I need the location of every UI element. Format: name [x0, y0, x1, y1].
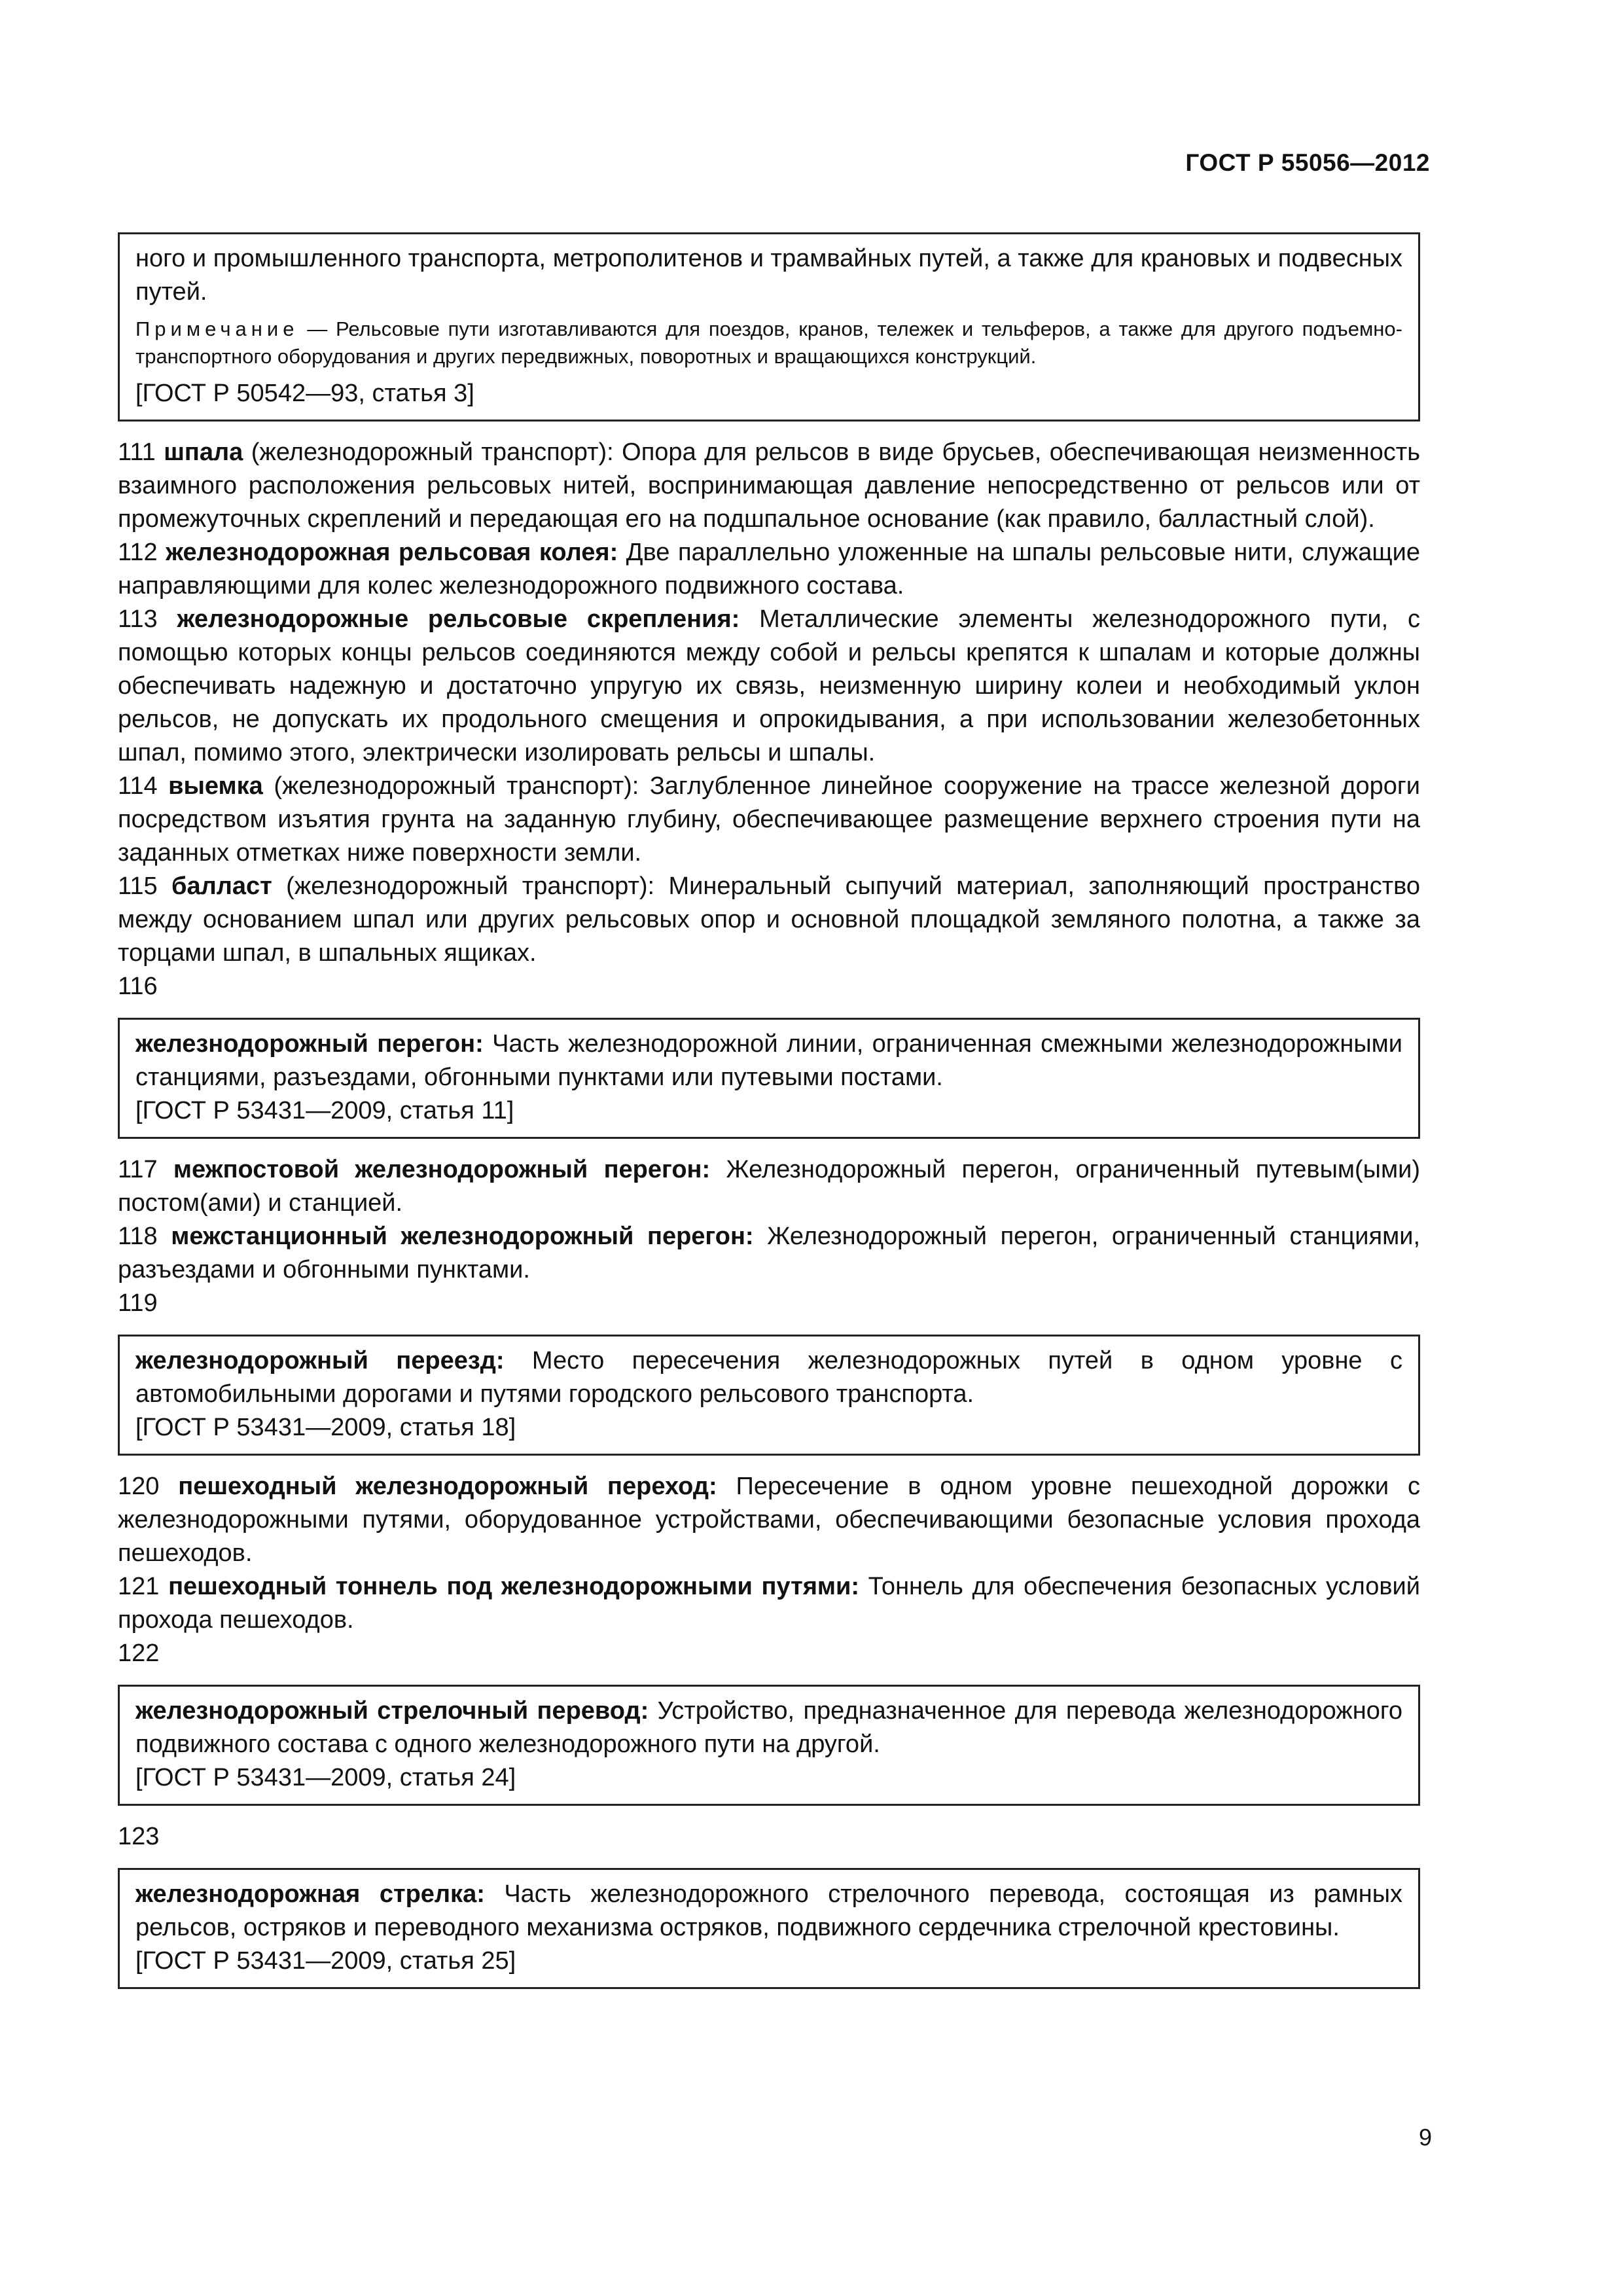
standard-quote-box-123 [118, 1868, 1420, 1989]
term: железнодорожный переезд: [135, 1347, 505, 1374]
term: пешеходный железнодорожный переход: [178, 1473, 717, 1500]
entry-number: 121 [118, 1573, 169, 1600]
definition: Железнодорожный перегон, ограниченный путевым(ыми) постом(ами) и станцией. [118, 1156, 1420, 1217]
term-entry-115 [118, 870, 1420, 970]
definition: Пересечение в одном уровне пешеходной дорожки с железнодорожными путями, оборудованное устройствами, обеспечивающими безопасные условия прохода пешеходов. [118, 1473, 1420, 1567]
term: железнодорожная стрелка: [135, 1880, 485, 1908]
entry-number-116: 116 [118, 973, 158, 1000]
definition: (железнодорожный транспорт): Опора для рельсов в виде брусьев, обеспечивающая неизменность взаимного расположения рельсовых нитей, воспринимающая давление непосредственно от рельсов или от промежуточных скреплений и передающая его на подшпальное основание (как правило, балластный слой). [118, 439, 1420, 533]
term: межстанционный железнодорожный перегон: [171, 1223, 754, 1250]
document-content [118, 232, 1420, 1989]
entry-number: 115 [118, 872, 171, 900]
document-id-header: ГОСТ Р 55056—2012 [1185, 149, 1430, 176]
term-entry-111 [118, 436, 1420, 536]
quote-definition [135, 1878, 1402, 1945]
term: железнодорожная рельсовая колея: [166, 539, 618, 566]
standard-quote-box-119 [118, 1335, 1420, 1456]
term: межпостовой железнодорожный перегон: [173, 1156, 711, 1183]
entry-number: 117 [118, 1156, 173, 1183]
definition: Тоннель для обеспечения безопасных условий прохода пешеходов. [118, 1573, 1420, 1634]
entry-number: 118 [118, 1223, 171, 1250]
note [135, 315, 1402, 370]
definition: Часть железнодорожного стрелочного перевода, состоящая из рамных рельсов, остряков и переводного механизма остряков, подвижного сердечника стрелочной крестовины. [135, 1880, 1403, 1941]
source-reference: [ГОСТ Р 53431—2009, статья 11] [135, 1097, 514, 1124]
definition: Две параллельно уложенные на шпалы рельсовые нити, служащие направляющими для колес железнодорожного подвижного состава. [118, 539, 1420, 600]
definition: Место пересечения железнодорожных путей в одном уровне с автомобильными дорогами и путями городского рельсового транспорта. [135, 1347, 1402, 1408]
definition: (железнодорожный транспорт): Минеральный сыпучий материал, заполняющий пространство между основанием шпал или других рельсовых опор и основной площадкой земляного полотна, а также за торцами шпал, в шпальных ящиках. [118, 872, 1420, 967]
source-reference: [ГОСТ Р 53431—2009, статья 18] [135, 1414, 516, 1441]
quote-definition [135, 1695, 1402, 1761]
definition: Устройство, предназначенное для перевода железнодорожного подвижного состава с одного железнодорожного пути на другой. [135, 1697, 1402, 1758]
term-entry-117 [118, 1153, 1420, 1220]
definition: (железнодорожный транспорт): Заглубленное линейное сооружение на трассе железной дороги посредством изъятия грунта на заданную глубину, обеспечивающее размещение верхнего строения пути на заданных отметках ниже поверхности земли. [118, 772, 1420, 867]
definition: Металлические элементы железнодорожного пути, с помощью которых концы рельсов соединяются между собой и рельсы крепятся к шпалам и которые должны обеспечивать надежную и достаточно упругую их связь, неизменную ширину колеи и необходимый уклон рельсов, не допускать их продольного смещения и опрокидывания, а при использовании железобетонных шпал, помимо этого, электрически изолировать рельсы и шпалы. [118, 605, 1421, 766]
quote-text: ного и промышленного транспорта, метрополитенов и трамвайных путей, а также для крановых и подвесных путей. [135, 245, 1402, 306]
term: пешеходный тоннель под железнодорожными путями: [168, 1573, 860, 1600]
term: выемка [168, 772, 263, 800]
standard-quote-box-116 [118, 1018, 1420, 1139]
standard-quote-box-122 [118, 1685, 1420, 1806]
entry-number: 120 [118, 1473, 179, 1500]
entry-number: 113 [118, 605, 177, 633]
source-reference: [ГОСТ Р 53431—2009, статья 24] [135, 1764, 516, 1791]
source-reference: [ГОСТ Р 53431—2009, статья 25] [135, 1947, 516, 1975]
term-entry-114 [118, 770, 1420, 870]
term: железнодорожный стрелочный перевод: [135, 1697, 649, 1725]
quote-definition [135, 1028, 1402, 1094]
term-entry-118 [118, 1220, 1420, 1287]
entry-number-123: 123 [118, 1823, 160, 1850]
term: шпала [164, 439, 243, 466]
term-entry-112 [118, 536, 1420, 603]
entry-number-122: 122 [118, 1640, 160, 1667]
entry-number-119: 119 [118, 1289, 158, 1317]
definition: Часть железнодорожной линии, ограниченная смежными железнодорожными станциями, разъездами, обгонными пунктами или путевыми постами. [135, 1030, 1403, 1091]
entry-number: 112 [118, 539, 166, 566]
entry-number: 111 [118, 439, 164, 466]
standard-quote-box-110 [118, 232, 1420, 422]
page-number: 9 [1418, 2124, 1432, 2151]
term: железнодорожные рельсовые скрепления: [177, 605, 740, 633]
term: железнодорожный перегон: [135, 1030, 484, 1058]
note-label: Примечание [135, 317, 299, 340]
term-entry-113 [118, 603, 1420, 770]
term-entry-120 [118, 1470, 1420, 1570]
definition: Железнодорожный перегон, ограниченный станциями, разъездами и обгонными пунктами. [118, 1223, 1421, 1283]
quote-definition [135, 1344, 1402, 1411]
source-reference: [ГОСТ Р 50542—93, статья 3] [135, 380, 474, 407]
entry-number: 114 [118, 772, 169, 800]
term: балласт [171, 872, 272, 900]
term-entry-121 [118, 1570, 1420, 1637]
note-text: — Рельсовые пути изготавливаются для поездов, кранов, тележек и тельферов, а также для другого подъемно-транспортного оборудования и других передвижных, поворотных и вращающихся конструкций. [135, 317, 1402, 368]
